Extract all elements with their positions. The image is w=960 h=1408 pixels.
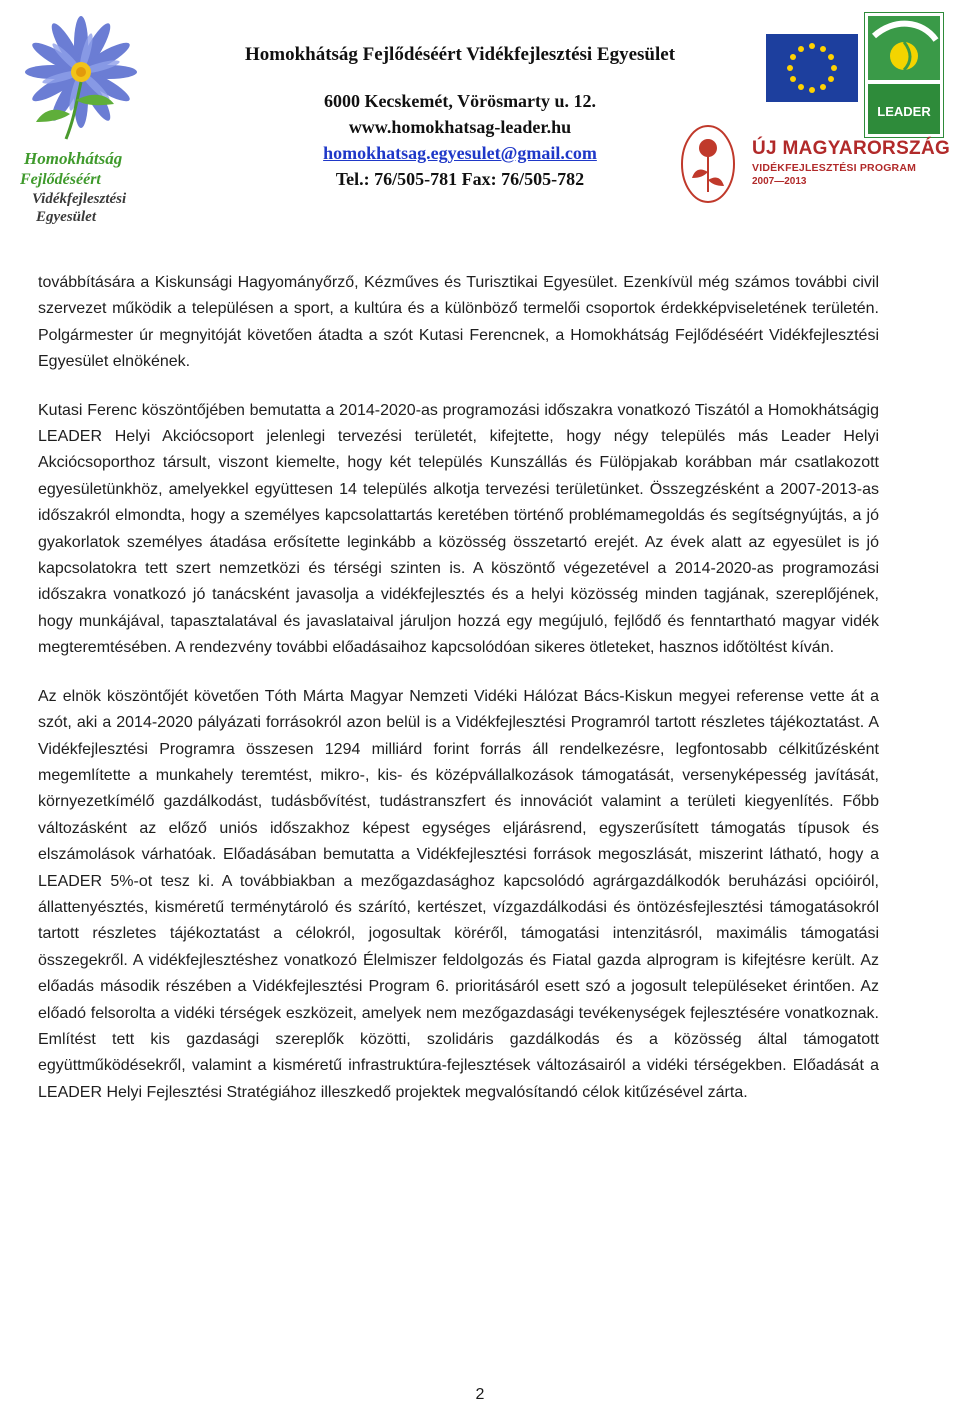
page-number: 2 (475, 1386, 485, 1403)
email-link[interactable]: homokhatsag.egyesulet@gmail.com (323, 143, 597, 163)
uj-magyarorszag-block (752, 138, 952, 187)
paragraph: Az elnök köszöntőjét követően Tóth Márta Magyar Nemzeti Vidéki Hálózat Bács-Kiskun megyei referense vette át a szót, aki a 2014-2020 pályázati forrásokról azon belül is a Vidékfejlesztési Programról tartott részletes tájékoztatást. A Vidékfejlesztési Programra összesen 1294 milliárd forint forrás áll rendelkezésre, legfontosabb célkitűzésként megemlítette a munkahely teremtést, mikro-, kis- és középvállalkozások támogatását, versenyképesség javítását, környezetkímélő gazdálkodást, tudásbővítést, tudástranszfert és innovációt valamint a területi kiegyenlítés. Főbb változásként az előző uniós időszakhoz képest egységes eljárásrend, egyszerűsített támogatás típusok és elszámolások várhatóak. Előadásában bemutatta a Vidékfejlesztési források megoszlását, miszerint látható, hogy a LEADER 5%-ot tesz ki. A továbbiakban a mezőgazdasághoz kapcsolódó agrárgazdálkodók beruházási opcióiról, állattenyésztés, kisméretű terménytároló és szárító, kertészet, vízgazdálkodási és öntözésfejlesztési támogatásokról tartott részletes tájékoztatást a célokról, jogosultak köréről, támogatási intenzitásról, maximális támogatási összegekről. A vidékfejlesztéshez vonatkozó Élelmiszer feldolgozás és Fiatal gazda alprogram is kifejtésre került. Az előadás második részében a Vidékfejlesztési Program 6. prioritásáról esett szó a jogosult településeket érintően. Az előadó felsorolta a vidéki térségek eszközeit, amelyek nem mezőgazdasági tevékenységek fejlesztésére vonatkoznak. Említést tett kis gazdasági szereplők közötti, szolidáris gazdálkodás és a közösség által támogatott együttműködésekről, valamint a kisméretű infrastruktúra-fejlesztések változásairól a vidéki térségekben. Előadását a LEADER Helyi Fejlesztési Stratégiához illeszkedő projektek megvalósítandó célok kitűzésével zárta. (38, 687, 879, 1101)
organization-name: Homokhátság Fejlődéséért Vidékfejlesztési Egyesület (244, 44, 676, 65)
svg-text:Vidékfejlesztési: Vidékfejlesztési (32, 191, 127, 207)
leader-text: LEADER (877, 104, 931, 119)
logo-script-text (19, 149, 127, 225)
association-logo (6, 4, 156, 226)
svg-text:Homokhátság: Homokhátság (24, 149, 123, 168)
flower-icon (25, 16, 137, 139)
uj-years: 2007—2013 (752, 176, 807, 187)
header-contact-block (180, 44, 740, 192)
address: 6000 Kecskemét, Vörösmarty u. 12. (323, 91, 597, 111)
body-text (38, 270, 879, 1106)
eu-flag-icon (766, 34, 858, 102)
leader-logo (864, 12, 944, 138)
paragraph: továbbítására a Kiskunsági Hagyományőrző, Kézműves és Turisztikai Egyesület. Ezenkívül még számos további civil szervezet működik a településen a sport, a kultúra és a különböző termelői csoportok érdekképviseletének területén. Polgármester úr megnyitóját követően átadta a szót Kutasi Ferencnek, a Homokhátság Fejlődéséért Vidékfejlesztési Egyesület elnökének. (38, 274, 879, 371)
uj-subtitle: VIDÉKFEJLESZTÉSI PROGRAM (752, 162, 917, 174)
paragraph: Kutasi Ferenc köszöntőjében bemutatta a 2014-2020-as programozási időszakra vonatkozó Tiszától a Homokhátságig LEADER Helyi Akciócsoport jelenlegi tervezési területét, kifejtette, hogy négy település más Leader Helyi Akciócsoporthoz társult, viszont kiemelte, hogy két település Kunszállás és Fülöpjakab korábban már csatlakozott egyesületünkhöz, amelyekkel együttesen 14 település alkotja tervezési területünket. Összegzésként a 2007-2013-as időszakról elmondta, hogy a személyes kapcsolattartás keretében történő problémamegoldás és segítségnyújtás, a jó gyakorlatok személyes átadása erősítette leginkább a közösség összetartó erejét. Az évek alatt az egyesület is jó kapcsolatokra tett szert nemzetközi és térségi szinten is. A köszöntő végezetével a 2014-2020-as programozási időszakra vonatkozó jó tanácsként javasolja a vidékfejlesztés és a helyi közösség minden tagjának, szereplőjének, hogy munkájával, tapasztalatával és javaslataival járuljon hozzá egy megújuló, fejlődő és fenntartható magyar vidék megteremtésében. A rendezvény további előadásaihoz kapcsolódóan sikeres ötleteket, hasznos időtöltést kíván. (38, 401, 879, 657)
website: www.homokhatsag-leader.hu (348, 117, 572, 137)
phone-fax: Tel.: 76/505-781 Fax: 76/505-782 (335, 169, 585, 189)
svg-text:Egyesület: Egyesület (36, 209, 96, 225)
letterhead (0, 0, 960, 235)
svg-text:Fejlődéséért: Fejlődéséért (20, 171, 101, 188)
uj-title: ÚJ MAGYARORSZÁG (752, 138, 951, 159)
uj-magyarorszag-emblem-icon (678, 122, 738, 206)
